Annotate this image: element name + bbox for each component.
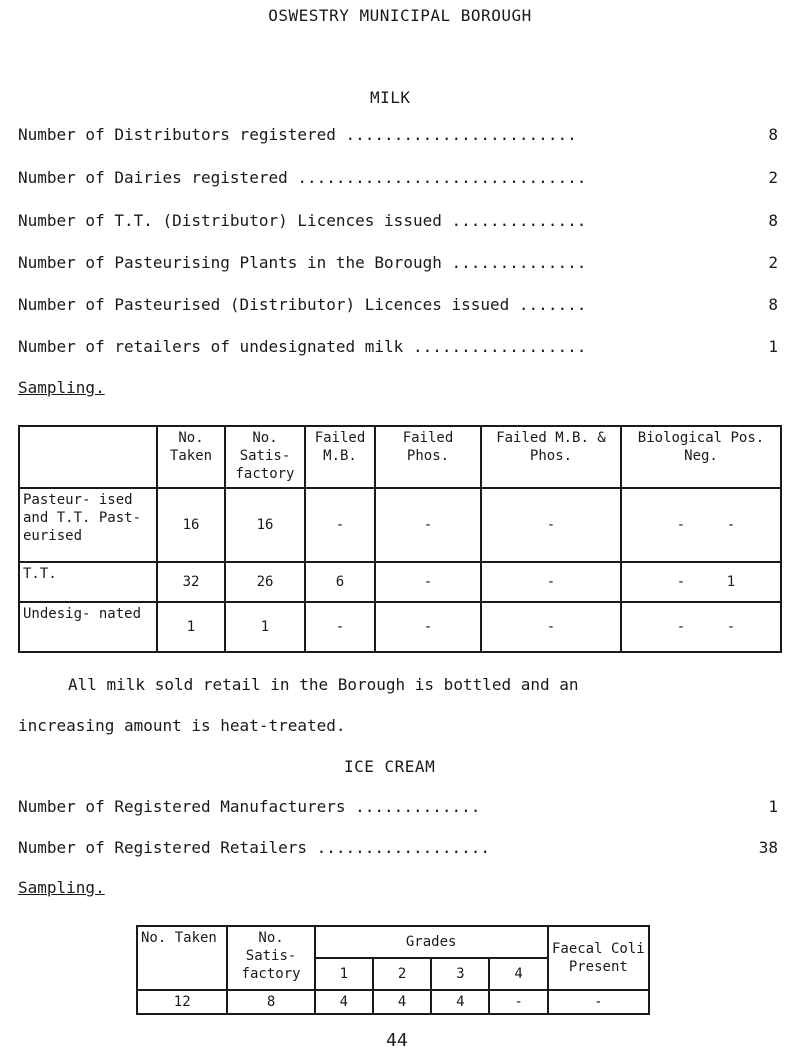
table-row: [19, 488, 781, 562]
col-header-failed-phos: Failed Phos.: [375, 426, 481, 488]
ice-cream-stat-line: Number of Registered Manufacturers ............. 1: [18, 797, 778, 816]
milk-stat-line: Number of Dairies registered .............................. 2: [18, 168, 778, 187]
cell-grade-4: -: [489, 990, 547, 1014]
cell-satisfactory: 8: [227, 990, 314, 1014]
row-label: Pasteur- ised and T.T. Past- eurised: [19, 488, 157, 562]
milk-heading: MILK: [370, 88, 411, 107]
milk-stat-value: 2: [768, 253, 778, 272]
col-header-taken: No. Taken: [157, 426, 225, 488]
table-row: [137, 990, 649, 1014]
ice-cream-stat-label: Number of Registered Manufacturers: [18, 797, 346, 816]
cell-taken: 1: [157, 602, 225, 652]
cell-failed-mb-phos: -: [481, 562, 621, 602]
milk-paragraph-line1: All milk sold retail in the Borough is bottled and an: [68, 675, 579, 694]
cell-failed-mb: -: [305, 488, 375, 562]
page-number: 44: [386, 1030, 408, 1051]
cell-grade-2: 4: [373, 990, 431, 1014]
milk-stat-label: Number of retailers of undesignated milk: [18, 337, 404, 356]
page-title: OSWESTRY MUNICIPAL BOROUGH: [268, 6, 532, 25]
col-header-grade-1: 1: [315, 958, 373, 990]
cell-bio-neg: -: [726, 517, 736, 533]
ice-cream-sampling-label: Sampling.: [18, 878, 105, 897]
cell-biological: [621, 602, 781, 652]
ice-cream-stat-line: Number of Registered Retailers .................. 38: [18, 838, 778, 857]
milk-stat-label: Number of T.T. (Distributor) Licences issued: [18, 211, 442, 230]
milk-stat-label: Number of Dairies registered: [18, 168, 288, 187]
row-label: Undesig- nated: [19, 602, 157, 652]
cell-taken: 16: [157, 488, 225, 562]
col-header-satisfactory: No. Satis- factory: [225, 426, 305, 488]
milk-stat-value: 8: [768, 211, 778, 230]
milk-stat-value: 8: [768, 125, 778, 144]
col-header-taken: No. Taken: [137, 926, 227, 990]
col-header-grade-4: 4: [489, 958, 547, 990]
ice-cream-stat-value: 38: [758, 838, 778, 857]
milk-stat-value: 2: [768, 168, 778, 187]
milk-stat-value: 8: [768, 295, 778, 314]
milk-stat-label: Number of Pasteurising Plants in the Borough: [18, 253, 442, 272]
milk-stat-line: Number of Distributors registered ........................ 8: [18, 125, 778, 144]
table-header-row: [19, 426, 781, 488]
cell-grade-1: 4: [315, 990, 373, 1014]
col-header-blank: [19, 426, 157, 488]
milk-stat-line: Number of Pasteurising Plants in the Borough .............. 2: [18, 253, 778, 272]
cell-grade-3: 4: [431, 990, 489, 1014]
col-header-grade-3: 3: [431, 958, 489, 990]
ice-cream-stat-value: 1: [768, 797, 778, 816]
cell-failed-mb: -: [305, 602, 375, 652]
milk-stat-label: Number of Pasteurised (Distributor) Licences issued: [18, 295, 510, 314]
table-row: [19, 562, 781, 602]
cell-satisfactory: 1: [225, 602, 305, 652]
cell-failed-mb-phos: -: [481, 488, 621, 562]
col-header-failed-mb: Failed M.B.: [305, 426, 375, 488]
cell-taken: 12: [137, 990, 227, 1014]
cell-satisfactory: 16: [225, 488, 305, 562]
milk-sampling-table: [18, 425, 782, 653]
cell-failed-phos: -: [375, 562, 481, 602]
col-header-biological: Biological Pos. Neg.: [621, 426, 781, 488]
cell-failed-mb-phos: -: [481, 602, 621, 652]
cell-bio-neg: -: [726, 619, 736, 635]
milk-stat-line: Number of T.T. (Distributor) Licences issued .............. 8: [18, 211, 778, 230]
milk-stat-line: Number of Pasteurised (Distributor) Licences issued ....... 8: [18, 295, 778, 314]
table-header-row: [137, 926, 649, 958]
ice-cream-sampling-table: [136, 925, 650, 1015]
cell-bio-neg: 1: [726, 574, 736, 590]
col-header-satisfactory: No. Satis- factory: [227, 926, 314, 990]
cell-biological: [621, 562, 781, 602]
cell-bio-pos: -: [676, 619, 686, 635]
cell-biological: [621, 488, 781, 562]
col-header-failed-mb-phos: Failed M.B. & Phos.: [481, 426, 621, 488]
cell-taken: 32: [157, 562, 225, 602]
cell-satisfactory: 26: [225, 562, 305, 602]
milk-paragraph-line2: increasing amount is heat-treated.: [18, 716, 346, 735]
cell-failed-phos: -: [375, 602, 481, 652]
table-row: [19, 602, 781, 652]
milk-stat-label: Number of Distributors registered: [18, 125, 336, 144]
cell-bio-pos: -: [676, 574, 686, 590]
cell-failed-mb: 6: [305, 562, 375, 602]
cell-bio-pos: -: [676, 517, 686, 533]
col-header-faecal: Faecal Coli Present: [548, 926, 649, 990]
milk-sampling-label: Sampling.: [18, 378, 105, 397]
cell-failed-phos: -: [375, 488, 481, 562]
cell-faecal: -: [548, 990, 649, 1014]
row-label: T.T.: [19, 562, 157, 602]
milk-stat-line: Number of retailers of undesignated milk .................. 1: [18, 337, 778, 356]
ice-cream-heading: ICE CREAM: [344, 757, 436, 776]
col-header-grade-2: 2: [373, 958, 431, 990]
col-header-grades: Grades: [315, 926, 548, 958]
milk-stat-value: 1: [768, 337, 778, 356]
ice-cream-stat-label: Number of Registered Retailers: [18, 838, 307, 857]
